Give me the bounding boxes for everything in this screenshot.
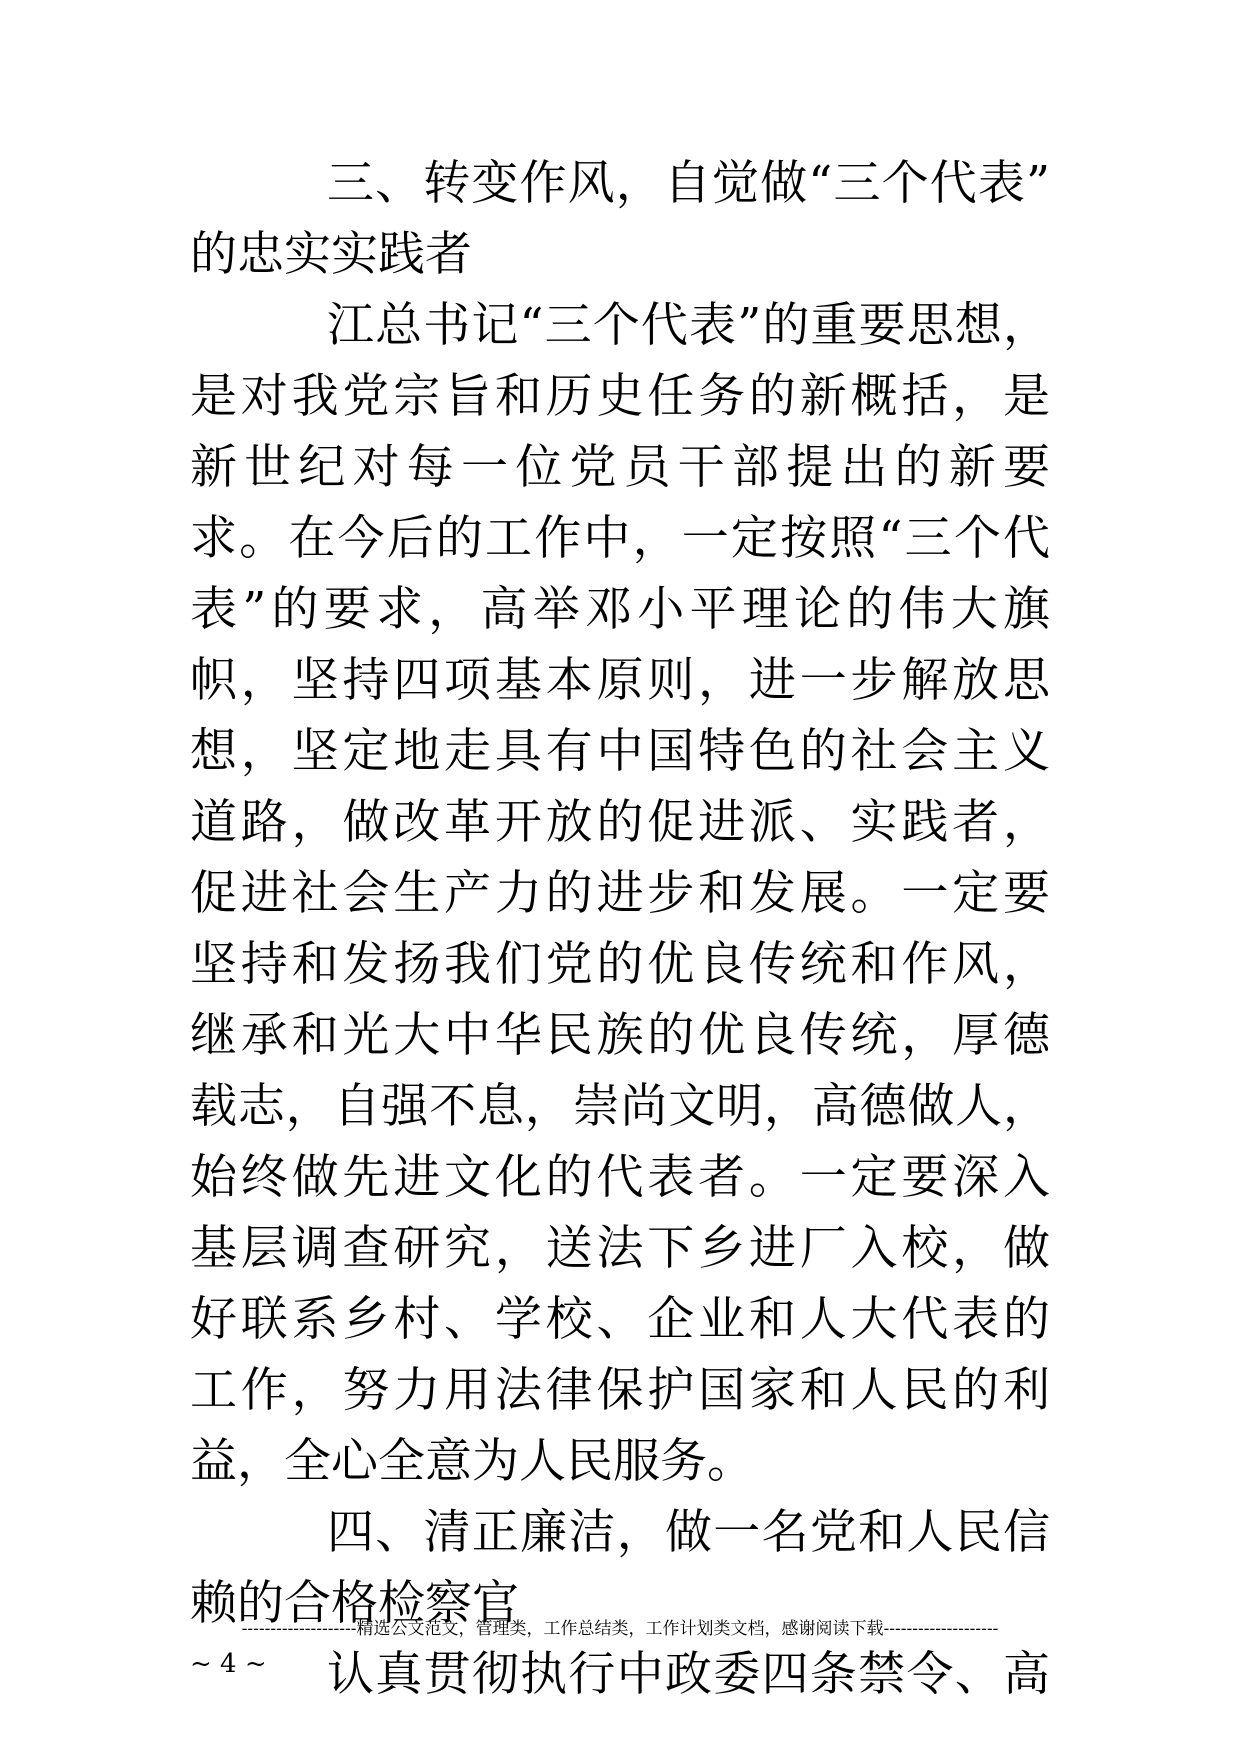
paragraph-line: 工作，努力用法律保护国家和人民的利 [190,1363,1050,1418]
page-number: ~ 4 ~ [190,1649,267,1679]
section-heading-4: 四、清正廉洁，做一名党和人民信 [327,1505,1050,1560]
paragraph-line: 始终做先进文化的代表者。一定要深入 [190,1150,1050,1205]
section-heading-3: 三、转变作风，自觉做“三个代表” [327,156,1050,211]
paragraph-line: 新世纪对每一位党员干部提出的新要 [190,440,1050,495]
paragraph-line: 是对我党宗旨和历史任务的新概括，是 [190,369,1050,424]
paragraph-line: 基层调查研究，送法下乡进厂入校，做 [190,1221,1050,1276]
paragraph-line: 益，全心全意为人民服务。 [190,1434,754,1489]
footer-note: --------------------精选公文范文，管理类，工作总结类，工作计划类文档，感谢阅读下载-------------------- [241,1619,999,1639]
paragraph-line: 认真贯彻执行中政委四条禁令、高 [327,1647,1050,1702]
document-body [190,148,1050,1710]
section-heading-4-cont: 赖的合格检察官 [190,1576,519,1631]
section-heading-3-cont: 的忠实实践者 [190,227,472,282]
paragraph-line: 载志，自强不息，崇尚文明，高德做人， [190,1079,1050,1134]
paragraph-line: 想，坚定地走具有中国特色的社会主义 [190,724,1050,779]
paragraph-line: 道路，做改革开放的促进派、实践者， [190,795,1050,850]
paragraph-line: 继承和光大中华民族的优良传统，厚德 [190,1008,1050,1063]
paragraph-line: 求。在今后的工作中，一定按照“三个代 [190,511,1050,566]
paragraph-line: 好联系乡村、学校、企业和人大代表的 [190,1292,1050,1347]
paragraph-line: 帜，坚持四项基本原则，进一步解放思 [190,653,1050,708]
paragraph-line: 促进社会生产力的进步和发展。一定要 [190,866,1050,921]
paragraph-line: 坚持和发扬我们党的优良传统和作风， [190,937,1050,992]
paragraph-line: 表”的要求，高举邓小平理论的伟大旗 [190,582,1050,637]
paragraph-line: 江总书记“三个代表”的重要思想， [327,298,1050,353]
